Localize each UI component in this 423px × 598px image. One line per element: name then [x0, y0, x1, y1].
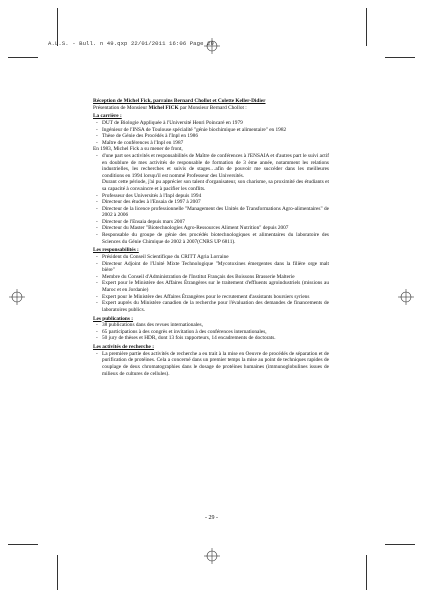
section-heading-responsabilites: Les responsabilités : — [93, 247, 139, 254]
list-item: - Membre du Conseil d'Administration de l'Institut Français des Boissons Brasserie Malterie — [96, 273, 295, 280]
list-item: - Expert pour le Ministère des Affaires Étrangères pour le recrutement d'assistants boursiers syriens — [96, 293, 310, 300]
list-item: - 65 participations à des congrès et invitation à des conférences internationales, — [96, 328, 267, 335]
list-item-text: Expert pour le Ministère des Affaires Étrangères pour le recrutement d'assistants boursiers syriens — [102, 293, 310, 300]
list-item-text: Maître de conférences à l'Inpl en 1987 — [102, 139, 184, 146]
list-item-text: Président du Conseil Scientifique du CRITT Agria Lorraine — [102, 254, 229, 261]
list-item: - Directeur du Master "Biotechnologies Agro-Ressources Aliment Nutrition" depuis 2007 — [96, 225, 289, 232]
list-item-text: Expert auprès du Ministère canadien de la recherche pour l'évaluation des demandes de financements de laboratoires publics. — [102, 300, 329, 313]
list-item: - Professeur des Universités à l'Inpl depuis 1994 — [96, 192, 202, 199]
registration-mark-icon — [204, 38, 220, 54]
list-item-text: Directeur des études à l'Ensaia de 1997 à 2007 — [102, 199, 201, 206]
list-item: - La première partie des activités de recherche a eu trait à la mise en Oeuvre de procédés de séparation et de purification de protéines. Cela a concerné dans un premier temps la mise au point de techniques rapides de couplage de deux chromatographies dans le dosage de protéines humaines (immunoglobulines issues de milieux de cultures de cellules). — [96, 350, 329, 377]
list-item: - Directeur Adjoint de l'Unité Mixte Technologique "Mycotoxines émergentes dans la filière orge malt bière" — [96, 260, 329, 274]
page-title: Réception de Michel Fick, parrains Bernard Chollot et Colette Keller-Didier — [93, 98, 266, 104]
carriere-intro: En 1983, Michel Fick a su mener de front, — [93, 146, 183, 153]
presentation-post: par Monsieur Bernard Chollot : — [178, 104, 247, 111]
list-item: - Directeur de l'Ensaia depuis mars 2007 — [96, 218, 185, 225]
registration-mark-icon — [204, 548, 220, 564]
list-item: - 50 jury de thèses et HDR, dont 13 fois rapporteurs, 14 encadrements de doctorats. — [96, 335, 276, 342]
list-item-text: Directeur du Master "Biotechnologies Agro-Ressources Aliment Nutrition" depuis 2007 — [102, 225, 289, 232]
list-item-text: Ingénieur de l'INSA de Toulouse spécialité "génie biochimique et alimentaire" en 1982 — [102, 126, 287, 133]
list-item-text: La première partie des activités de recherche a eu trait à la mise en Oeuvre de procédés de séparation et de purification de protéines. Cela a concerné dans un premier temps la mise au point de techniques rapides de couplage de deux chromatographies dans le dosage de protéines humaines (immunoglobulines issues de milieux de cultures de cellules). — [102, 350, 329, 377]
list-item-text: Expert pour le Ministère des Affaires Étrangères sur le traitement d'effluents agroindustriels (missions au Maroc et en Jordanie) — [102, 280, 329, 293]
list-item: - d'une part ses activités et responsabilités de Maître de conférences à l'ENSAIA et d'autres part le suivi actif en doublure de mes activités de responsable de formation de 3 ème année, notamment les relations industrielles, les recherches et suivis de stages…afin de pouvoir me succéder dans les meilleures conditions en 1994 lorsqu'il est nommé Professeur des Universités. — [96, 152, 329, 179]
list-item: - Président du Conseil Scientifique du CRITT Agria Lorraine — [96, 254, 229, 261]
list-item-text: Professeur des Universités à l'Inpl depuis 1994 — [102, 192, 202, 199]
section-heading-carriere: La carrière : — [93, 113, 122, 120]
list-item-text: 65 participations à des congrès et invitation à des conférences internationales, — [102, 328, 267, 335]
list-item-text: Directeur de la licence professionnelle "Management des Unités de Transformations Agro-alimentaires" de 2002 à 2006 — [102, 205, 329, 219]
list-item: - Ingénieur de l'INSA de Toulouse spécialité "génie biochimique et alimentaire" en 1982 — [96, 126, 287, 133]
list-item: - Directeur des études à l'Ensaia de 1997 à 2007 — [96, 199, 201, 206]
list-item-text: Directeur de l'Ensaia depuis mars 2007 — [102, 218, 185, 225]
list-item: - Directeur de la licence professionnelle "Management des Unités de Transformations Agro-alimentaires" de 2002 à 2006 — [96, 205, 329, 219]
registration-mark-icon — [398, 289, 414, 305]
list-item-text: DUT de Biologie Appliquée à l'Université Henri Poincaré en 1979 — [102, 119, 243, 126]
list-item: - Thèse de Génie des Procédés à l'Inpl en 1986 — [96, 133, 198, 140]
list-item: - DUT de Biologie Appliquée à l'Université Henri Poincaré en 1979 — [96, 119, 243, 126]
list-item-text: Responsable du groupe de génie des procédés biotechnologiques et alimentaires du laboratoire des Sciences du Génie Chimique de 2002 à 2007(CNRS UP 6811). — [102, 232, 329, 245]
page-content — [93, 98, 329, 377]
list-item-text: Thèse de Génie des Procédés à l'Inpl en 1986 — [102, 133, 198, 140]
section-heading-publications: Les publications : — [93, 315, 134, 322]
list-item-text: Membre du Conseil d'Administration de l'Institut Français des Boissons Brasserie Malterie — [102, 273, 295, 280]
list-item-text: Directeur Adjoint de l'Unité Mixte Technologique "Mycotoxines émergentes dans la filière orge malt bière" — [102, 260, 329, 274]
list-item: - Maître de conférences à l'Inpl en 1987 — [96, 139, 184, 146]
presentation-name: Michel FICK — [148, 104, 179, 111]
presentation-line — [93, 105, 329, 112]
list-item: - 38 publications dans des revues internationales, — [96, 322, 203, 329]
list-item: - Expert auprès du Ministère canadien de la recherche pour l'évaluation des demandes de financements de laboratoires publics. — [96, 300, 329, 313]
list-item-text: 38 publications dans des revues internationales, — [102, 322, 203, 329]
list-item-text: 50 jury de thèses et HDR, dont 13 fois rapporteurs, 14 encadrements de doctorats. — [102, 335, 276, 342]
durant-paragraph: Durant cette période, j'ai pu apprécier son talent d'organisateur, son charisme, sa proximité des étudiants et sa capacité à convaincre et à pacifier les conflits. — [102, 179, 329, 192]
section-heading-recherche: Les activités de recherche : — [93, 344, 154, 351]
registration-mark-icon — [9, 289, 25, 305]
list-item-text: d'une part ses activités et responsabilités de Maître de conférences à l'ENSAIA et d'autres part le suivi actif en doublure de mes activités de responsable de formation de 3 ème année, notamment les relations industrielles, les recherches et suivis de stages…afin de pouvoir me succéder dans les meilleures conditions en 1994 lorsqu'il est nommé Professeur des Universités. — [102, 152, 329, 179]
slug-line: A.L.S. - Bull. n 49.qxp 22/01/2011 16:06 Page 29 — [48, 40, 214, 47]
page-number: - 29 - — [205, 515, 218, 521]
list-item: - Responsable du groupe de génie des procédés biotechnologiques et alimentaires du laboratoire des Sciences du Génie Chimique de 2002 à 2007(CNRS UP 6811). — [96, 232, 329, 245]
list-item: - Expert pour le Ministère des Affaires Étrangères sur le traitement d'effluents agroindustriels (missions au Maroc et en Jordanie) — [96, 280, 329, 293]
presentation-pre: Présentation de Monsieur — [93, 104, 149, 111]
